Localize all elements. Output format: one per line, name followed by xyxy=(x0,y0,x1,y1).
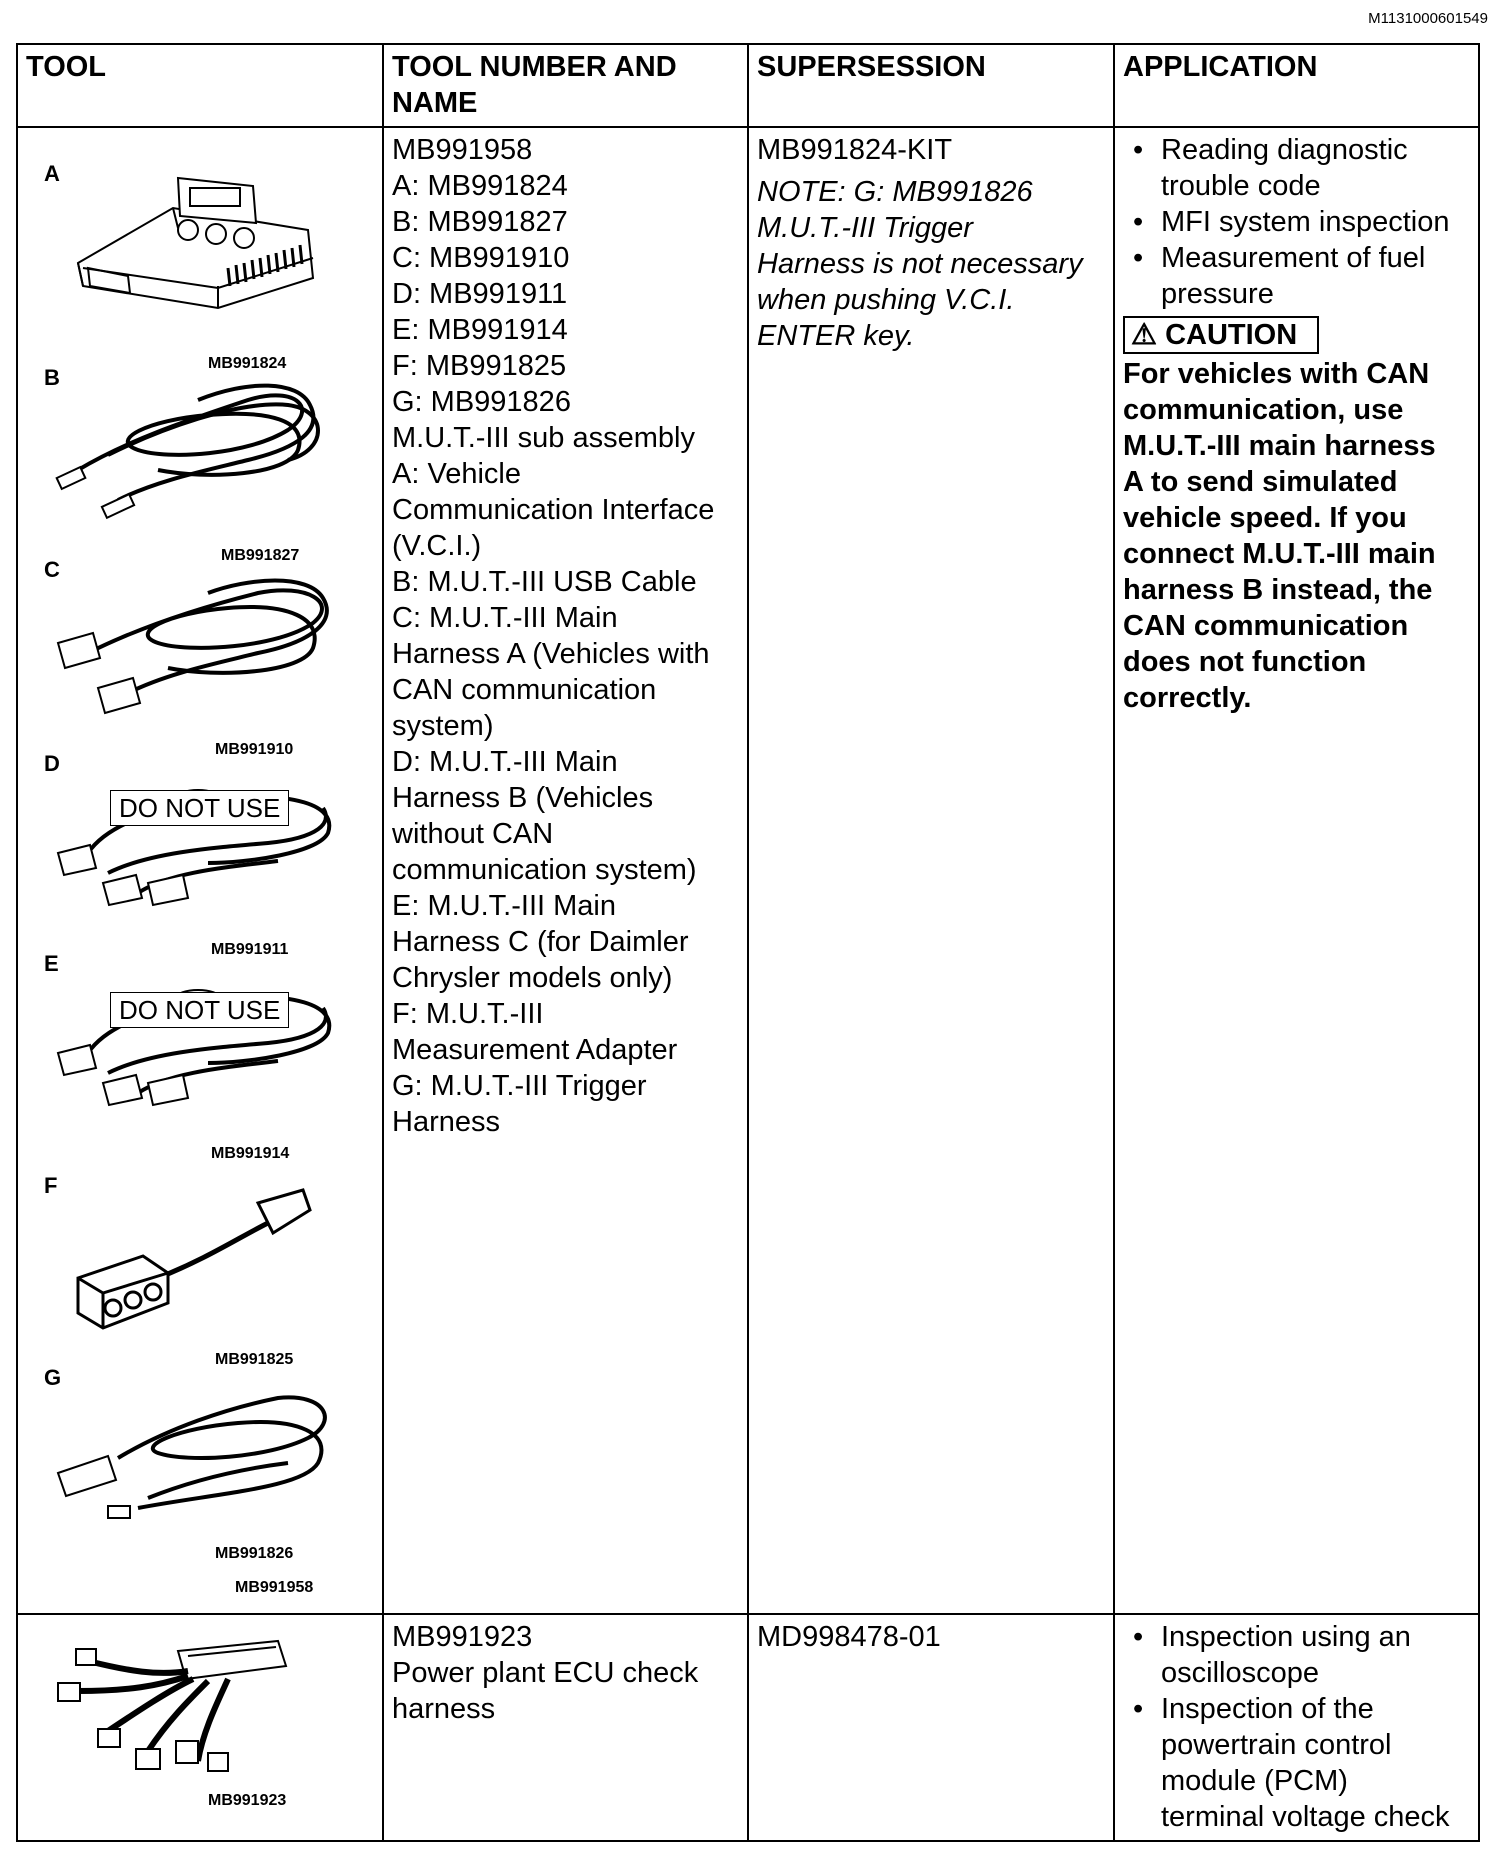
tool-letter-a: A xyxy=(44,160,60,186)
part-label-c: MB991910 xyxy=(215,740,294,758)
tool-name-line: Power plant ECU check xyxy=(392,1656,699,1689)
tool-name-line: B: M.U.T.-III USB Cable xyxy=(392,565,697,598)
note-line: ENTER key. xyxy=(757,319,915,352)
tool-name-line: MB991923 xyxy=(392,1620,533,1653)
tool-name-line: D: MB991911 xyxy=(392,277,568,310)
do-not-use-stamp: DO NOT USE xyxy=(110,992,289,1028)
main-harness-c-illustration xyxy=(48,953,348,1128)
tool-name-line: system) xyxy=(392,709,494,742)
caution-line: connect M.U.T.-III main xyxy=(1123,537,1436,570)
caution-label: CAUTION xyxy=(1165,318,1298,351)
note-line: M.U.T.-III Trigger xyxy=(757,211,973,244)
tool-name-line: B: MB991827 xyxy=(392,205,568,238)
tool-name-line: Harness C (for Daimler xyxy=(392,925,689,958)
tool-name-line: F: MB991825 xyxy=(392,349,567,382)
tool-letter-f: F xyxy=(44,1172,58,1198)
tool-name-line: communication system) xyxy=(392,853,697,886)
tool-name-line: Measurement Adapter xyxy=(392,1033,678,1066)
supersession-value: MD998478-01 xyxy=(757,1620,941,1653)
part-label-d: MB991911 xyxy=(211,940,289,958)
tool-name-line: A: Vehicle xyxy=(392,457,521,490)
note-line: Harness is not necessary xyxy=(757,247,1083,280)
supersession-value: MB991824-KIT xyxy=(757,133,953,166)
tool-number-and-name-cell xyxy=(383,1614,748,1841)
supersession-cell xyxy=(748,127,1114,1614)
tool-name-line: M.U.T.-III sub assembly xyxy=(392,421,695,454)
tool-name-line: G: MB991826 xyxy=(392,385,571,418)
header-tool: TOOL xyxy=(17,44,383,127)
header-application: APPLICATION xyxy=(1114,44,1479,127)
caution-line: M.U.T.-III main harness xyxy=(1123,429,1436,462)
list-item-text: • Measurement of fuel xyxy=(1161,241,1426,274)
part-label-b: MB991827 xyxy=(221,546,300,564)
tool-letter-d: D xyxy=(44,750,60,776)
caution-line: does not function xyxy=(1123,645,1367,678)
application-list xyxy=(1123,132,1470,312)
header-supersession: SUPERSESSION xyxy=(748,44,1114,127)
tool-name-line: harness xyxy=(392,1692,496,1725)
tool-name-list xyxy=(392,1619,739,1727)
tool-name-line: (V.C.I.) xyxy=(392,529,482,562)
tool-name-line: Communication Interface xyxy=(392,493,715,526)
note-line: NOTE: G: MB991826 xyxy=(757,175,1033,208)
do-not-use-stamp: DO NOT USE xyxy=(110,790,289,826)
vci-device-illustration xyxy=(68,168,328,318)
caution-line: For vehicles with CAN xyxy=(1123,357,1430,390)
list-item-text: powertrain control xyxy=(1161,1728,1392,1761)
part-label-f: MB991825 xyxy=(215,1350,294,1368)
list-item-text: • Inspection using an xyxy=(1161,1620,1411,1653)
part-label-g: MB991826 xyxy=(215,1544,294,1562)
tool-name-line: MB991958 xyxy=(392,133,533,166)
tool-name-line: without CAN xyxy=(392,817,554,850)
part-label-ecu-harness: MB991923 xyxy=(208,1791,287,1809)
caution-line: communication, use xyxy=(1123,393,1404,426)
tool-letter-b: B xyxy=(44,364,60,390)
tool-name-line: C: M.U.T.-III Main xyxy=(392,601,618,634)
list-item-text: pressure xyxy=(1161,277,1274,310)
main-harness-a-illustration xyxy=(48,558,348,728)
tool-name-line: Chrysler models only) xyxy=(392,961,673,994)
list-item-text: • Reading diagnostic xyxy=(1161,133,1408,166)
list-item xyxy=(1161,132,1470,204)
tool-name-line: E: MB991914 xyxy=(392,313,568,346)
caution-line: correctly. xyxy=(1123,681,1252,714)
note-line: when pushing V.C.I. xyxy=(757,283,1015,316)
warning-triangle-icon: ⚠ xyxy=(1131,318,1157,351)
document-id: M1131000601549 xyxy=(1368,10,1488,27)
kit-number-label: MB991958 xyxy=(235,1578,314,1596)
tool-name-line: D: M.U.T.-III Main xyxy=(392,745,618,778)
list-item-text: oscilloscope xyxy=(1161,1656,1319,1689)
part-label-e: MB991914 xyxy=(211,1144,290,1162)
special-tools-table xyxy=(16,43,1480,1842)
supersession-cell xyxy=(748,1614,1114,1841)
list-item-text: module (PCM) xyxy=(1161,1764,1348,1797)
tool-name-list xyxy=(392,132,739,1140)
caution-text xyxy=(1123,356,1470,716)
application-cell xyxy=(1114,127,1479,1614)
list-item xyxy=(1161,240,1470,312)
list-item xyxy=(1161,204,1470,240)
list-item xyxy=(1161,1691,1470,1835)
header-row xyxy=(17,44,1479,127)
list-item-text: • Inspection of the xyxy=(1161,1692,1374,1725)
tool-letter-g: G xyxy=(44,1364,62,1390)
tool-name-line: Harness A (Vehicles with xyxy=(392,637,710,670)
tool-name-line: F: M.U.T.-III xyxy=(392,997,544,1030)
list-item-text: trouble code xyxy=(1161,169,1321,202)
list-item xyxy=(1161,1619,1470,1691)
application-cell xyxy=(1114,1614,1479,1841)
tool-name-line: E: M.U.T.-III Main xyxy=(392,889,616,922)
caution-box xyxy=(1123,316,1319,354)
tool-name-line: Harness B (Vehicles xyxy=(392,781,654,814)
caution-line: vehicle speed. If you xyxy=(1123,501,1407,534)
application-list xyxy=(1123,1619,1470,1835)
tool-illustrations-cell xyxy=(17,1614,383,1841)
tool-name-line: G: M.U.T.-III Trigger xyxy=(392,1069,647,1102)
table-row xyxy=(17,127,1479,1614)
tool-illustrations-cell xyxy=(17,127,383,1614)
usb-cable-illustration xyxy=(48,360,338,520)
part-label-a: MB991824 xyxy=(208,354,287,372)
tool-name-line: A: MB991824 xyxy=(392,169,568,202)
caution-line: CAN communication xyxy=(1123,609,1409,642)
tool-name-line: CAN communication xyxy=(392,673,657,706)
ecu-check-harness-illustration xyxy=(48,1621,308,1781)
tool-name-line: Harness xyxy=(392,1105,500,1138)
tool-letter-e: E xyxy=(44,950,59,976)
list-item-text: terminal voltage check xyxy=(1161,1800,1450,1833)
tool-letter-c: C xyxy=(44,556,60,582)
caution-line: A to send simulated xyxy=(1123,465,1398,498)
measurement-adapter-illustration xyxy=(58,1178,338,1348)
tool-name-line: C: MB991910 xyxy=(392,241,570,274)
main-harness-b-illustration xyxy=(48,753,348,923)
header-tool-number-and-name: TOOL NUMBER AND NAME xyxy=(383,44,748,127)
table-row xyxy=(17,1614,1479,1841)
caution-line: harness B instead, the xyxy=(1123,573,1433,606)
supersession-note xyxy=(757,174,1105,354)
list-item-text: • MFI system inspection xyxy=(1161,205,1450,238)
tool-number-and-name-cell xyxy=(383,127,748,1614)
trigger-harness-illustration xyxy=(48,1368,348,1528)
